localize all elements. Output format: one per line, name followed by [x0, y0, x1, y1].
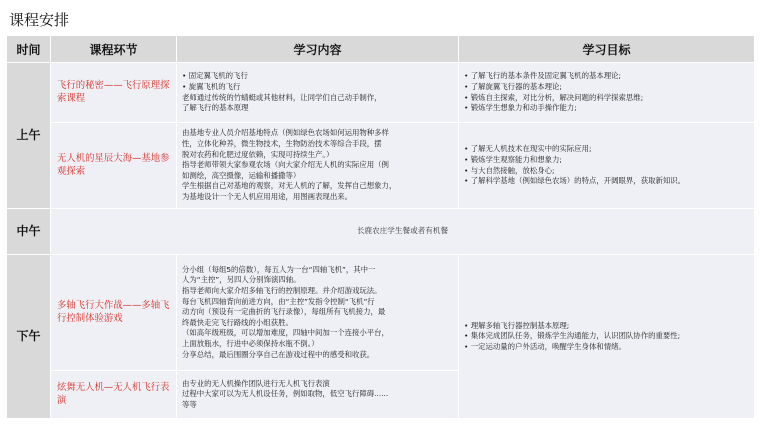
time-noon: 中午: [7, 209, 51, 255]
content-line: 每台飞机四轴背向前进方向，由“主控”发指令控制“飞机”行: [182, 296, 375, 306]
content-line: 由基地专业人员介绍基地特点（例如绿色农场如何运用物种多样: [182, 128, 389, 138]
table-row-noon: [7, 209, 755, 255]
goals-cell: [459, 123, 755, 209]
content-line: 指导老师向大家介绍多轴飞行的控制原理。并介绍游戏玩法。: [182, 286, 382, 296]
content-line: 如测绘，高空摄像，运输和播撒等）: [182, 170, 301, 180]
content-line: • 旋翼飞机的飞行: [182, 81, 241, 91]
content-line: • 固定翼飞机的飞行: [182, 71, 248, 81]
goals-cell: [459, 63, 755, 123]
goal-line: • 与大自然接触，放松身心;: [464, 165, 555, 175]
content-line: 过程中大家可以为无人机设任务，例如取物，低空飞行障碍......: [182, 389, 389, 399]
goal-line: • 锻炼学生观察能力和想象力;: [464, 154, 562, 164]
goal-line: • 了解无人机技术在现实中的实际应用;: [464, 144, 592, 154]
goal-line: • 锻炼自主探索，对比分析，解决问题的科学探索思维;: [464, 92, 644, 102]
time-afternoon: 下午: [7, 255, 51, 419]
content-line: 分小组（每组5的倍数），每五人为一台“四轴飞机”，其中一: [182, 264, 376, 274]
goal-line: • 一定运动量的户外活动，唤醒学生身体和情绪。: [464, 341, 626, 351]
content-line: 等等: [182, 399, 197, 409]
header-content: 学习内容: [177, 36, 459, 63]
content-line: 了解飞行的基本原理: [182, 103, 249, 113]
header-row: [7, 36, 755, 63]
table-row: [7, 255, 755, 371]
schedule-table: [6, 35, 755, 419]
content-cell: [177, 63, 459, 123]
lunch-cell: 长鹿农庄学生餐或者有机餐: [51, 209, 755, 255]
content-line: 动方向（预设有一定曲折的飞行录像），每组所有飞机接力，最: [182, 307, 386, 317]
header-goals: 学习目标: [459, 36, 755, 63]
time-morning: 上午: [7, 63, 51, 209]
content-line: 人为“主控”，另四人分别饰演四轴。: [182, 275, 301, 285]
segment-cell: 多轴飞行大作战——多轴飞行控制体验游戏: [51, 255, 177, 371]
content-line: 脱对农药和化肥过度依赖，实现可持续生产。）: [182, 149, 334, 159]
goal-line: • 了解飞行的基本条件及固定翼飞机的基本理论;: [464, 71, 622, 81]
content-line: 终最快走完飞行路线的小组获胜。: [182, 317, 293, 327]
segment-cell: 无人机的星辰大海—基地参观探索: [51, 123, 177, 209]
content-line: 性，立体化种养，微生物技术，生物防治技术等综合手段，摆: [182, 139, 382, 149]
content-line: 老师通过传统的竹蜻蜓或其他材料，让同学们自己动手制作，: [182, 92, 382, 102]
goal-line: • 了解科学基地（例如绿色农场）的特点，开阔眼界，获取新知识。: [464, 176, 686, 186]
goal-line: • 了解旋翼飞行器的基本理论;: [464, 81, 562, 91]
goal-line: • 理解多轴飞行器控制基本原理;: [464, 320, 570, 330]
content-cell: [177, 255, 459, 371]
page-title: 课程安排: [9, 11, 70, 29]
goals-cell: [459, 255, 755, 419]
content-line: 为基地设计一个无人机应用用途，用图画表现出来。: [182, 191, 352, 201]
content-line: 上面放瓶水，行进中必须保持水瓶不倒。）: [182, 338, 319, 348]
segment-cell: 飞行的秘密——飞行原理探索课程: [51, 63, 177, 123]
goal-line: • 集体完成团队任务，锻炼学生沟通能力，认识团队协作的重要性;: [464, 331, 681, 341]
segment-cell: 炫舞无人机—无人机飞行表演: [51, 371, 177, 419]
content-line: 分享总结，最后围圈分享自己在游戏过程中的感受和收获。: [182, 349, 375, 359]
goal-line: • 锻炼学生想象力和动手操作能力;: [464, 103, 577, 113]
content-line: 学生根据自己对基地的观察，对无人机的了解，发挥自己想象力，: [182, 181, 397, 191]
content-cell: [177, 123, 459, 209]
table-row: [7, 63, 755, 123]
content-line: （如高年级班级，可以增加难度，四轴中间加一个连接小平台，: [182, 328, 389, 338]
header-time: 时间: [7, 36, 51, 63]
content-line: 由专业的无人机操作团队进行无人机飞行表演: [182, 378, 330, 388]
content-line: 指导老师带领大家参观农场（向大家介绍无人机的实际应用（例: [182, 160, 389, 170]
header-segment: 课程环节: [51, 36, 177, 63]
content-cell: [177, 371, 459, 419]
table-row: [7, 123, 755, 209]
